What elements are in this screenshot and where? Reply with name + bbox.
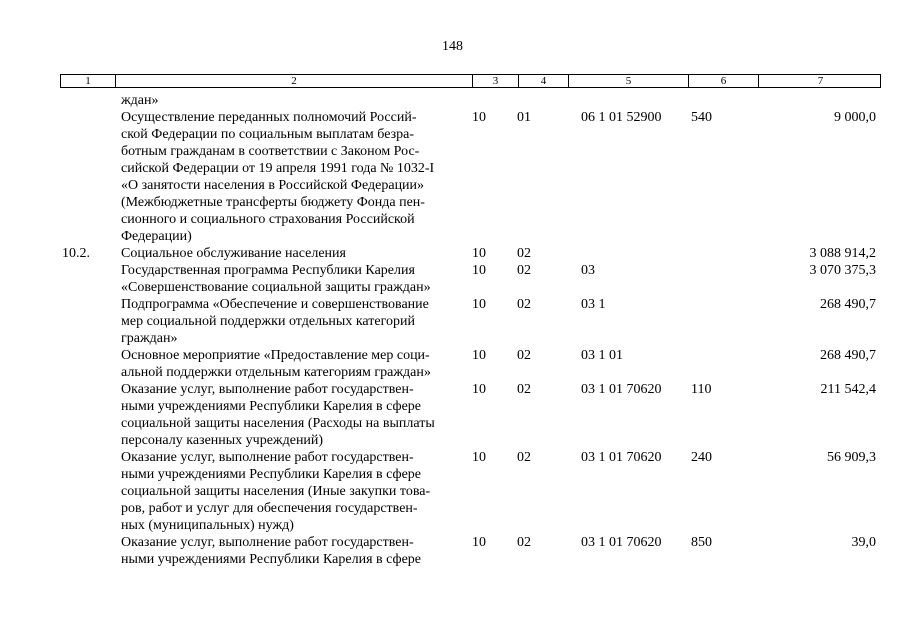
header-cell-2: 2 [116, 75, 473, 87]
header-cell-4: 4 [519, 75, 569, 87]
description-line: Подпрограмма «Обеспечение и совершенствование [121, 297, 429, 312]
description-line: альной поддержки отдельным категориям граждан» [121, 365, 431, 380]
description-line: социальной защиты населения (Расходы на выплаты [121, 416, 435, 431]
section-code: 10 [472, 348, 486, 363]
section-code: 10 [472, 297, 486, 312]
description-line: социальной защиты населения (Иные закупки това- [121, 484, 431, 499]
table-header [60, 74, 881, 88]
description-line: мер социальной поддержки отдельных категорий [121, 314, 415, 329]
amount-value: 39,0 [851, 535, 876, 550]
subsection-code: 02 [517, 297, 531, 312]
row-description [121, 109, 466, 245]
expense-type-code: 240 [691, 450, 712, 465]
amount-value: 268 490,7 [820, 348, 876, 363]
row-description [121, 296, 466, 347]
subsection-code: 01 [517, 110, 531, 125]
subsection-code: 02 [517, 450, 531, 465]
section-code: 10 [472, 535, 486, 550]
row-description [121, 381, 466, 449]
description-line: Государственная программа Республики Карелия [121, 263, 415, 278]
page-number: 148 [442, 39, 463, 54]
section-code: 10 [472, 382, 486, 397]
description-line: Социальное обслуживание населения [121, 246, 346, 261]
amount-value: 3 070 375,3 [809, 263, 876, 278]
amount-value: 211 542,4 [820, 382, 876, 397]
row-description [121, 245, 466, 262]
description-line: ботным гражданам в соответствии с Законом Рос- [121, 144, 420, 159]
header-cell-5: 5 [569, 75, 689, 87]
row-number: 10.2. [62, 246, 90, 261]
description-line: Оказание услуг, выполнение работ государствен- [121, 450, 414, 465]
target-article-code: 03 1 01 70620 [581, 450, 662, 465]
header-cell-7: 7 [817, 75, 824, 87]
description-line: ными учреждениями Республики Карелия в сфере [121, 399, 422, 414]
header-cell-1: 1 [61, 75, 116, 87]
amount-value: 9 000,0 [834, 110, 876, 125]
description-line: Оказание услуг, выполнение работ государствен- [121, 382, 414, 397]
description-line: ров, работ и услуг для обеспечения государствен- [121, 501, 418, 516]
section-code: 10 [472, 246, 486, 261]
header-cell-3: 3 [473, 75, 519, 87]
amount-value: 268 490,7 [820, 297, 876, 312]
description-line: граждан» [121, 331, 178, 346]
description-line: ждан» [121, 93, 159, 108]
target-article-code: 03 [581, 263, 595, 278]
description-line: «Совершенствование социальной защиты граждан» [121, 280, 431, 295]
row-description [121, 347, 466, 381]
section-code: 10 [472, 263, 486, 278]
target-article-code: 03 1 01 70620 [581, 382, 662, 397]
description-line: сийской Федерации от 19 апреля 1991 года № 1032-I [121, 161, 435, 176]
target-article-code: 03 1 [581, 297, 606, 312]
amount-value: 56 909,3 [827, 450, 876, 465]
header-cell-6: 6 [689, 75, 759, 87]
amount-value: 3 088 914,2 [809, 246, 876, 261]
expense-type-code: 110 [691, 382, 712, 397]
target-article-code: 03 1 01 [581, 348, 623, 363]
subsection-code: 02 [517, 246, 531, 261]
description-line: Федерации) [121, 229, 192, 244]
description-line: (Межбюджетные трансферты бюджету Фонда пен- [121, 195, 425, 210]
subsection-code: 02 [517, 382, 531, 397]
section-code: 10 [472, 450, 486, 465]
description-line: ской Федерации по социальным выплатам безра- [121, 127, 415, 142]
row-description [121, 92, 466, 109]
row-description [121, 262, 466, 296]
row-description [121, 449, 466, 534]
expense-type-code: 850 [691, 535, 712, 550]
section-code: 10 [472, 110, 486, 125]
description-line: Основное мероприятие «Предоставление мер соци- [121, 348, 430, 363]
row-description [121, 534, 466, 568]
description-line: Оказание услуг, выполнение работ государствен- [121, 535, 414, 550]
subsection-code: 02 [517, 535, 531, 550]
description-line: «О занятости населения в Российской Федерации» [121, 178, 425, 193]
description-line: персоналу казенных учреждений) [121, 433, 324, 448]
description-line: Осуществление переданных полномочий Россий- [121, 110, 417, 125]
description-line: ными учреждениями Республики Карелия в сфере [121, 467, 422, 482]
subsection-code: 02 [517, 263, 531, 278]
description-line: ными учреждениями Республики Карелия в сфере [121, 552, 422, 567]
target-article-code: 06 1 01 52900 [581, 110, 662, 125]
description-line: сионного и социального страхования Российской [121, 212, 415, 227]
subsection-code: 02 [517, 348, 531, 363]
target-article-code: 03 1 01 70620 [581, 535, 662, 550]
description-line: ных (муниципальных) нужд) [121, 518, 294, 533]
expense-type-code: 540 [691, 110, 712, 125]
